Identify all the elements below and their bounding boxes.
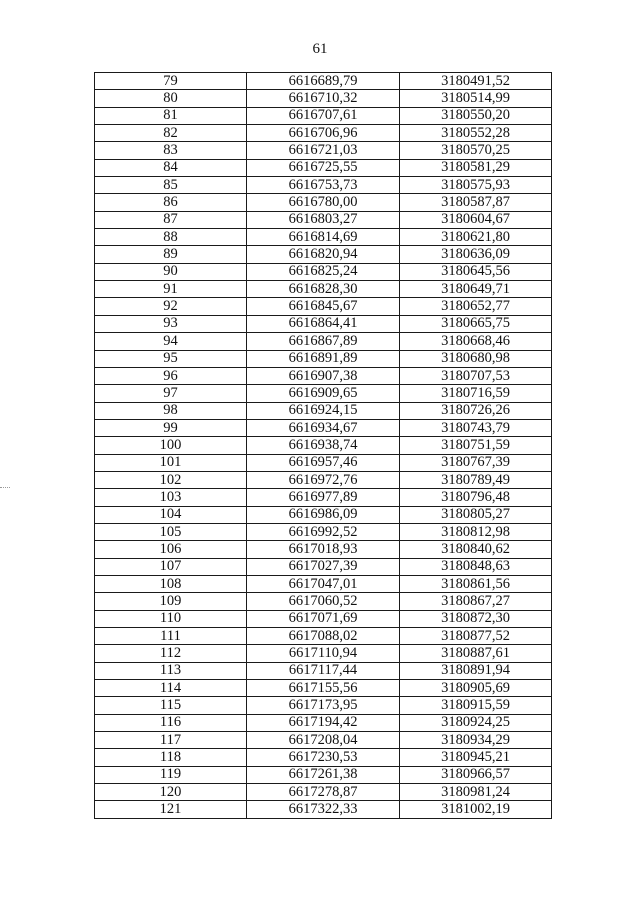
point-number-cell: 82 bbox=[95, 125, 247, 142]
x-coordinate-cell: 6616909,65 bbox=[247, 385, 400, 402]
table-row bbox=[95, 523, 552, 540]
y-coordinate-cell: 3180805,27 bbox=[400, 506, 552, 523]
x-coordinate-cell: 6616803,27 bbox=[247, 211, 400, 228]
table-row bbox=[95, 801, 552, 818]
y-coordinate-cell: 3180872,30 bbox=[400, 610, 552, 627]
x-coordinate-cell: 6616710,32 bbox=[247, 90, 400, 107]
point-number-cell: 115 bbox=[95, 697, 247, 714]
point-number-cell: 120 bbox=[95, 784, 247, 801]
y-coordinate-cell: 3181002,19 bbox=[400, 801, 552, 818]
y-coordinate-cell: 3180652,77 bbox=[400, 298, 552, 315]
y-coordinate-cell: 3180887,61 bbox=[400, 645, 552, 662]
table-row bbox=[95, 367, 552, 384]
x-coordinate-cell: 6616907,38 bbox=[247, 367, 400, 384]
x-coordinate-cell: 6617230,53 bbox=[247, 749, 400, 766]
y-coordinate-cell: 3180680,98 bbox=[400, 350, 552, 367]
point-number-cell: 117 bbox=[95, 732, 247, 749]
y-coordinate-cell: 3180789,49 bbox=[400, 471, 552, 488]
point-number-cell: 119 bbox=[95, 766, 247, 783]
table-row bbox=[95, 73, 552, 90]
table-row bbox=[95, 575, 552, 592]
table-row bbox=[95, 315, 552, 332]
y-coordinate-cell: 3180645,56 bbox=[400, 263, 552, 280]
y-coordinate-cell: 3180861,56 bbox=[400, 575, 552, 592]
y-coordinate-cell: 3180877,52 bbox=[400, 628, 552, 645]
y-coordinate-cell: 3180891,94 bbox=[400, 662, 552, 679]
table-row bbox=[95, 263, 552, 280]
y-coordinate-cell: 3180924,25 bbox=[400, 714, 552, 731]
table-row bbox=[95, 680, 552, 697]
x-coordinate-cell: 6616814,69 bbox=[247, 229, 400, 246]
y-coordinate-cell: 3180905,69 bbox=[400, 680, 552, 697]
x-coordinate-cell: 6616689,79 bbox=[247, 73, 400, 90]
y-coordinate-cell: 3180636,09 bbox=[400, 246, 552, 263]
x-coordinate-cell: 6617208,04 bbox=[247, 732, 400, 749]
y-coordinate-cell: 3180726,26 bbox=[400, 402, 552, 419]
x-coordinate-cell: 6617173,95 bbox=[247, 697, 400, 714]
x-coordinate-cell: 6616992,52 bbox=[247, 523, 400, 540]
y-coordinate-cell: 3180945,21 bbox=[400, 749, 552, 766]
point-number-cell: 90 bbox=[95, 263, 247, 280]
table-row bbox=[95, 645, 552, 662]
table-row bbox=[95, 541, 552, 558]
y-coordinate-cell: 3180668,46 bbox=[400, 333, 552, 350]
point-number-cell: 106 bbox=[95, 541, 247, 558]
y-coordinate-cell: 3180707,53 bbox=[400, 367, 552, 384]
x-coordinate-cell: 6616753,73 bbox=[247, 177, 400, 194]
coordinates-table-body bbox=[95, 73, 552, 819]
table-row bbox=[95, 298, 552, 315]
point-number-cell: 100 bbox=[95, 437, 247, 454]
point-number-cell: 116 bbox=[95, 714, 247, 731]
x-coordinate-cell: 6616972,76 bbox=[247, 471, 400, 488]
x-coordinate-cell: 6616825,24 bbox=[247, 263, 400, 280]
x-coordinate-cell: 6617027,39 bbox=[247, 558, 400, 575]
table-row bbox=[95, 784, 552, 801]
y-coordinate-cell: 3180981,24 bbox=[400, 784, 552, 801]
x-coordinate-cell: 6617047,01 bbox=[247, 575, 400, 592]
y-coordinate-cell: 3180552,28 bbox=[400, 125, 552, 142]
point-number-cell: 108 bbox=[95, 575, 247, 592]
point-number-cell: 95 bbox=[95, 350, 247, 367]
x-coordinate-cell: 6616867,89 bbox=[247, 333, 400, 350]
point-number-cell: 86 bbox=[95, 194, 247, 211]
point-number-cell: 118 bbox=[95, 749, 247, 766]
point-number-cell: 114 bbox=[95, 680, 247, 697]
point-number-cell: 111 bbox=[95, 628, 247, 645]
point-number-cell: 87 bbox=[95, 211, 247, 228]
y-coordinate-cell: 3180751,59 bbox=[400, 437, 552, 454]
table-row bbox=[95, 333, 552, 350]
y-coordinate-cell: 3180621,80 bbox=[400, 229, 552, 246]
table-row bbox=[95, 489, 552, 506]
x-coordinate-cell: 6616820,94 bbox=[247, 246, 400, 263]
x-coordinate-cell: 6616780,00 bbox=[247, 194, 400, 211]
x-coordinate-cell: 6616721,03 bbox=[247, 142, 400, 159]
x-coordinate-cell: 6616891,89 bbox=[247, 350, 400, 367]
table-row bbox=[95, 419, 552, 436]
y-coordinate-cell: 3180934,29 bbox=[400, 732, 552, 749]
table-row bbox=[95, 628, 552, 645]
x-coordinate-cell: 6616986,09 bbox=[247, 506, 400, 523]
x-coordinate-cell: 6616725,55 bbox=[247, 159, 400, 176]
y-coordinate-cell: 3180796,48 bbox=[400, 489, 552, 506]
table-row bbox=[95, 385, 552, 402]
point-number-cell: 107 bbox=[95, 558, 247, 575]
table-row bbox=[95, 506, 552, 523]
point-number-cell: 121 bbox=[95, 801, 247, 818]
x-coordinate-cell: 6617322,33 bbox=[247, 801, 400, 818]
y-coordinate-cell: 3180550,20 bbox=[400, 107, 552, 124]
point-number-cell: 94 bbox=[95, 333, 247, 350]
table-row bbox=[95, 732, 552, 749]
table-row bbox=[95, 749, 552, 766]
x-coordinate-cell: 6617117,44 bbox=[247, 662, 400, 679]
point-number-cell: 88 bbox=[95, 229, 247, 246]
y-coordinate-cell: 3180840,62 bbox=[400, 541, 552, 558]
table-row bbox=[95, 125, 552, 142]
x-coordinate-cell: 6616957,46 bbox=[247, 454, 400, 471]
x-coordinate-cell: 6617071,69 bbox=[247, 610, 400, 627]
point-number-cell: 113 bbox=[95, 662, 247, 679]
y-coordinate-cell: 3180570,25 bbox=[400, 142, 552, 159]
table-row bbox=[95, 593, 552, 610]
table-row bbox=[95, 281, 552, 298]
x-coordinate-cell: 6617088,02 bbox=[247, 628, 400, 645]
x-coordinate-cell: 6616864,41 bbox=[247, 315, 400, 332]
y-coordinate-cell: 3180514,99 bbox=[400, 90, 552, 107]
table-row bbox=[95, 159, 552, 176]
x-coordinate-cell: 6616924,15 bbox=[247, 402, 400, 419]
y-coordinate-cell: 3180665,75 bbox=[400, 315, 552, 332]
point-number-cell: 83 bbox=[95, 142, 247, 159]
table-row bbox=[95, 437, 552, 454]
y-coordinate-cell: 3180848,63 bbox=[400, 558, 552, 575]
table-row bbox=[95, 177, 552, 194]
table-row bbox=[95, 211, 552, 228]
point-number-cell: 110 bbox=[95, 610, 247, 627]
table-row bbox=[95, 90, 552, 107]
point-number-cell: 99 bbox=[95, 419, 247, 436]
table-row bbox=[95, 246, 552, 263]
y-coordinate-cell: 3180575,93 bbox=[400, 177, 552, 194]
table-row bbox=[95, 766, 552, 783]
x-coordinate-cell: 6616938,74 bbox=[247, 437, 400, 454]
page-number: 61 bbox=[312, 41, 328, 57]
x-coordinate-cell: 6617155,56 bbox=[247, 680, 400, 697]
y-coordinate-cell: 3180649,71 bbox=[400, 281, 552, 298]
y-coordinate-cell: 3180743,79 bbox=[400, 419, 552, 436]
table-row bbox=[95, 402, 552, 419]
x-coordinate-cell: 6617194,42 bbox=[247, 714, 400, 731]
x-coordinate-cell: 6616977,89 bbox=[247, 489, 400, 506]
x-coordinate-cell: 6617110,94 bbox=[247, 645, 400, 662]
y-coordinate-cell: 3180867,27 bbox=[400, 593, 552, 610]
x-coordinate-cell: 6616707,61 bbox=[247, 107, 400, 124]
table-row bbox=[95, 662, 552, 679]
y-coordinate-cell: 3180587,87 bbox=[400, 194, 552, 211]
table-row bbox=[95, 610, 552, 627]
y-coordinate-cell: 3180966,57 bbox=[400, 766, 552, 783]
point-number-cell: 98 bbox=[95, 402, 247, 419]
table-row bbox=[95, 350, 552, 367]
point-number-cell: 79 bbox=[95, 73, 247, 90]
table-row bbox=[95, 142, 552, 159]
y-coordinate-cell: 3180604,67 bbox=[400, 211, 552, 228]
point-number-cell: 97 bbox=[95, 385, 247, 402]
table-row bbox=[95, 471, 552, 488]
table-row bbox=[95, 697, 552, 714]
margin-scan-mark bbox=[0, 487, 10, 488]
point-number-cell: 85 bbox=[95, 177, 247, 194]
point-number-cell: 103 bbox=[95, 489, 247, 506]
y-coordinate-cell: 3180767,39 bbox=[400, 454, 552, 471]
x-coordinate-cell: 6617261,38 bbox=[247, 766, 400, 783]
x-coordinate-cell: 6617018,93 bbox=[247, 541, 400, 558]
y-coordinate-cell: 3180915,59 bbox=[400, 697, 552, 714]
point-number-cell: 92 bbox=[95, 298, 247, 315]
point-number-cell: 80 bbox=[95, 90, 247, 107]
table-row bbox=[95, 558, 552, 575]
table-row bbox=[95, 229, 552, 246]
y-coordinate-cell: 3180581,29 bbox=[400, 159, 552, 176]
y-coordinate-cell: 3180812,98 bbox=[400, 523, 552, 540]
point-number-cell: 102 bbox=[95, 471, 247, 488]
point-number-cell: 112 bbox=[95, 645, 247, 662]
point-number-cell: 109 bbox=[95, 593, 247, 610]
point-number-cell: 91 bbox=[95, 281, 247, 298]
y-coordinate-cell: 3180716,59 bbox=[400, 385, 552, 402]
point-number-cell: 81 bbox=[95, 107, 247, 124]
point-number-cell: 84 bbox=[95, 159, 247, 176]
x-coordinate-cell: 6616706,96 bbox=[247, 125, 400, 142]
point-number-cell: 101 bbox=[95, 454, 247, 471]
point-number-cell: 89 bbox=[95, 246, 247, 263]
x-coordinate-cell: 6617278,87 bbox=[247, 784, 400, 801]
x-coordinate-cell: 6617060,52 bbox=[247, 593, 400, 610]
point-number-cell: 104 bbox=[95, 506, 247, 523]
point-number-cell: 105 bbox=[95, 523, 247, 540]
table-row bbox=[95, 714, 552, 731]
x-coordinate-cell: 6616845,67 bbox=[247, 298, 400, 315]
y-coordinate-cell: 3180491,52 bbox=[400, 73, 552, 90]
table-row bbox=[95, 107, 552, 124]
x-coordinate-cell: 6616934,67 bbox=[247, 419, 400, 436]
point-number-cell: 96 bbox=[95, 367, 247, 384]
point-number-cell: 93 bbox=[95, 315, 247, 332]
table-row bbox=[95, 454, 552, 471]
table-row bbox=[95, 194, 552, 211]
coordinates-table bbox=[94, 72, 552, 819]
x-coordinate-cell: 6616828,30 bbox=[247, 281, 400, 298]
